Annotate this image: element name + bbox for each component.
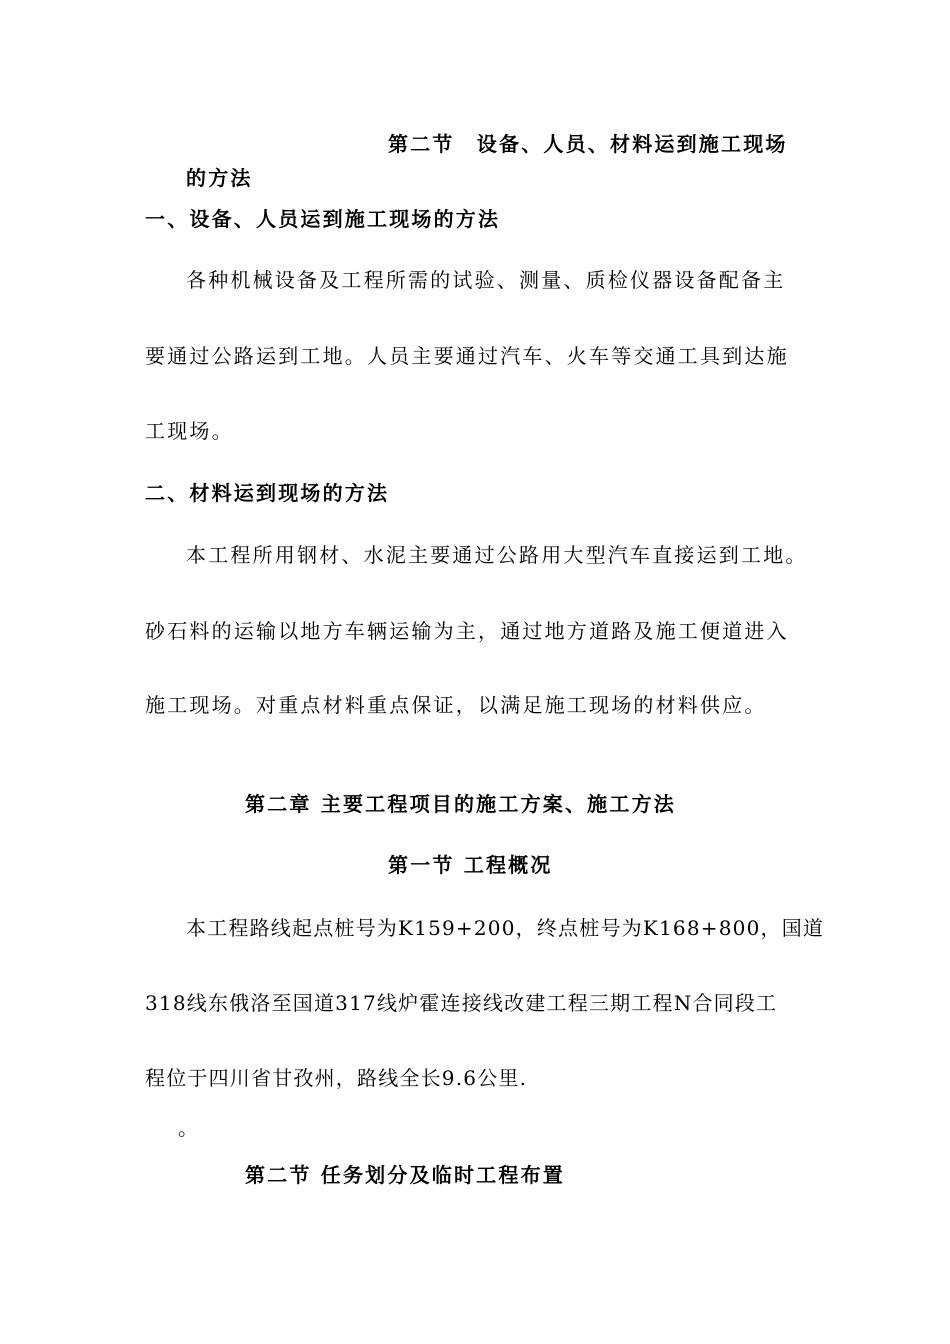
paragraph-line: 工现场。 bbox=[145, 419, 234, 443]
paragraph-line: 施工现场。对重点材料重点保证，以满足施工现场的材料供应。 bbox=[145, 693, 767, 717]
paragraph-line: 各种机械设备及工程所需的试验、测量、质检仪器设备配备主 bbox=[186, 268, 786, 292]
subsection-heading-1: 一、设备、人员运到施工现场的方法 bbox=[145, 207, 501, 231]
subsection-heading-2: 二、材料运到现场的方法 bbox=[145, 481, 390, 505]
paragraph-line: 本工程路线起点桩号为K159+200，终点桩号为K168+800，国道 bbox=[186, 916, 825, 940]
section-title-line1: 第二节 设备、人员、材料运到施工现场 bbox=[388, 132, 788, 156]
paragraph-line: 砂石料的运输以地方车辆运输为主，通过地方道路及施工便道进入 bbox=[145, 619, 789, 643]
paragraph-line: 。 bbox=[178, 1116, 201, 1140]
paragraph-line: 要通过公路运到工地。人员主要通过汽车、火车等交通工具到达施 bbox=[145, 344, 789, 368]
chapter-title: 第二章 主要工程项目的施工方案、施工方法 bbox=[245, 792, 676, 816]
section-title: 第一节 工程概况 bbox=[388, 853, 553, 877]
paragraph-line: 本工程所用钢材、水泥主要通过公路用大型汽车直接运到工地。 bbox=[186, 543, 808, 567]
paragraph-line: 程位于四川省甘孜州，路线全长9.6公里. bbox=[145, 1066, 528, 1090]
section-title-line2: 的方法 bbox=[186, 166, 253, 190]
section-title: 第二节 任务划分及临时工程布置 bbox=[245, 1163, 565, 1187]
paragraph-line: 318线东俄洛至国道317线炉霍连接线改建工程三期工程N合同段工 bbox=[145, 991, 778, 1015]
